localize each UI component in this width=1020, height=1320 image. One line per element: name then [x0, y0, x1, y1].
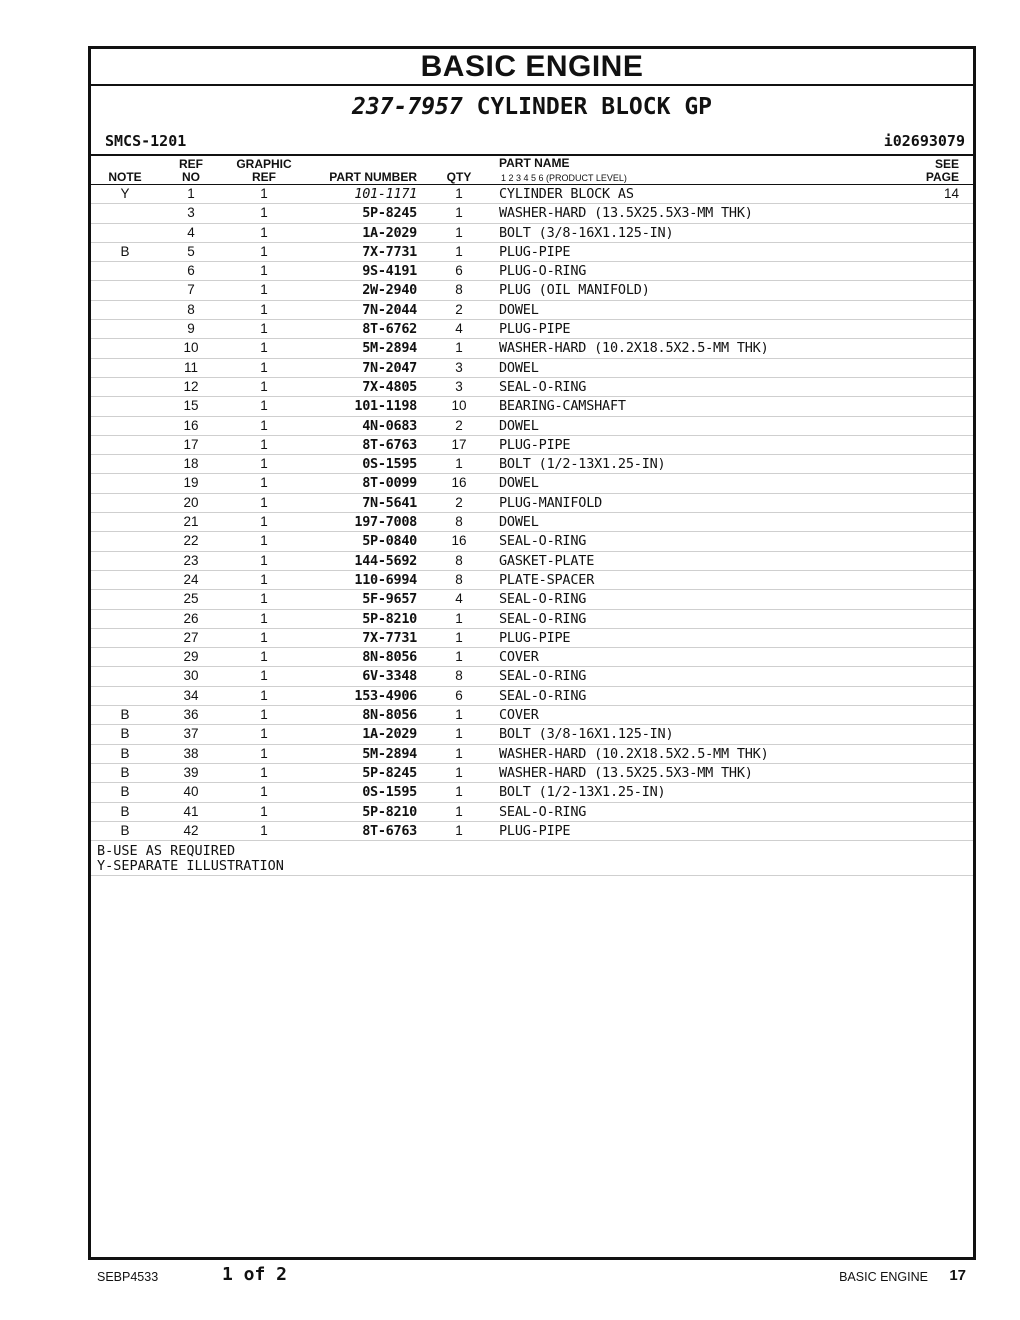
column-header — [91, 156, 973, 185]
ref-no-cell: 4 — [187, 224, 195, 240]
qty-cell: 1 — [455, 822, 463, 838]
part-number-cell: 5P-0840 — [362, 533, 417, 550]
col-graphic-bottom: REF — [252, 170, 276, 184]
part-name-cell: SEAL-O-RING — [499, 668, 587, 685]
table-row — [91, 185, 973, 204]
qty-cell: 1 — [455, 243, 463, 259]
ref-no-cell: 27 — [183, 629, 199, 645]
page-footer — [0, 1262, 1020, 1292]
table-row — [91, 417, 973, 436]
part-number-cell: 8N-8056 — [362, 707, 417, 724]
table-row — [91, 764, 973, 783]
graphic-ref-cell: 1 — [260, 707, 268, 723]
section-title: BASIC ENGINE — [91, 49, 973, 86]
table-row — [91, 629, 973, 648]
part-name-cell: PLUG-PIPE — [499, 436, 571, 453]
ref-no-cell: 23 — [183, 552, 199, 568]
part-name-cell: SEAL-O-RING — [499, 803, 587, 820]
col-product-level: 1 2 3 4 5 6 (PRODUCT LEVEL) — [501, 173, 627, 183]
part-name-cell: PLUG-PIPE — [499, 629, 571, 646]
table-row — [91, 204, 973, 223]
part-name-cell: BEARING-CAMSHAFT — [499, 398, 626, 415]
part-name-cell: COVER — [499, 649, 539, 666]
qty-cell: 1 — [455, 707, 463, 723]
group-name: CYLINDER BLOCK GP — [476, 94, 713, 120]
parts-table-body — [91, 185, 973, 841]
graphic-ref-cell: 1 — [260, 378, 268, 394]
part-number-cell: 2W-2940 — [362, 282, 417, 299]
part-number-cell: 8T-6762 — [362, 321, 417, 338]
col-note: NOTE — [108, 170, 142, 184]
ref-no-cell: 21 — [183, 514, 199, 530]
ref-no-cell: 34 — [183, 687, 199, 703]
note-cell: B — [120, 764, 130, 780]
table-row — [91, 359, 973, 378]
graphic-ref-cell: 1 — [260, 243, 268, 259]
table-row — [91, 378, 973, 397]
part-name-cell: BOLT (1/2-13X1.25-IN) — [499, 784, 666, 801]
part-number-cell: 1A-2029 — [362, 224, 417, 241]
part-number-cell: 101-1171 — [354, 186, 417, 202]
note-line: Y-SEPARATE ILLUSTRATION — [97, 858, 284, 875]
note-cell: B — [120, 745, 130, 761]
ref-no-cell: 37 — [183, 726, 199, 742]
ref-no-cell: 18 — [183, 456, 199, 472]
qty-cell: 6 — [455, 263, 463, 279]
part-number-cell: 5M-2894 — [362, 745, 417, 762]
qty-cell: 2 — [455, 417, 463, 433]
note-cell: B — [120, 803, 130, 819]
ref-no-cell: 7 — [187, 282, 195, 298]
smcs-code: SMCS-1201 — [105, 132, 187, 150]
ref-no-cell: 26 — [183, 610, 199, 626]
part-number-cell: 153-4906 — [354, 687, 417, 704]
graphic-ref-cell: 1 — [260, 417, 268, 433]
col-ref-bottom: NO — [182, 170, 200, 184]
part-name-cell: PLATE-SPACER — [499, 571, 595, 588]
ref-no-cell: 5 — [187, 243, 195, 259]
table-row — [91, 320, 973, 339]
part-number-cell: 5P-8245 — [362, 205, 417, 222]
graphic-ref-cell: 1 — [260, 764, 268, 780]
graphic-ref-cell: 1 — [260, 784, 268, 800]
graphic-ref-cell: 1 — [260, 205, 268, 221]
part-number-cell: 8T-0099 — [362, 475, 417, 492]
part-name-cell: WASHER-HARD (13.5X25.5X3-MM THK) — [499, 205, 753, 222]
part-name-cell: DOWEL — [499, 417, 539, 434]
qty-cell: 16 — [451, 533, 467, 549]
ref-no-cell: 24 — [183, 571, 199, 587]
part-number-cell: 7N-2044 — [362, 301, 417, 318]
graphic-ref-cell: 1 — [260, 398, 268, 414]
see-page-cell: 14 — [943, 186, 959, 201]
part-name-cell: PLUG-PIPE — [499, 243, 571, 260]
graphic-ref-cell: 1 — [260, 726, 268, 742]
ref-no-cell: 3 — [187, 205, 195, 221]
graphic-ref-cell: 1 — [260, 282, 268, 298]
part-name-cell: SEAL-O-RING — [499, 533, 587, 550]
table-row — [91, 610, 973, 629]
table-row — [91, 648, 973, 667]
part-number-cell: 7N-2047 — [362, 359, 417, 376]
table-row — [91, 783, 973, 802]
part-name-cell: PLUG-O-RING — [499, 263, 587, 280]
graphic-ref-cell: 1 — [260, 514, 268, 530]
qty-cell: 1 — [455, 186, 463, 201]
part-name-cell: CYLINDER BLOCK AS — [499, 186, 634, 202]
part-number-cell: 0S-1595 — [362, 456, 417, 473]
qty-cell: 1 — [455, 745, 463, 761]
table-row — [91, 706, 973, 725]
graphic-ref-cell: 1 — [260, 456, 268, 472]
part-name-cell: PLUG (OIL MANIFOLD) — [499, 282, 650, 299]
note-cell: Y — [120, 186, 130, 201]
qty-cell: 8 — [455, 552, 463, 568]
ref-no-cell: 16 — [183, 417, 199, 433]
part-number-cell: 0S-1595 — [362, 784, 417, 801]
qty-cell: 1 — [455, 726, 463, 742]
qty-cell: 1 — [455, 205, 463, 221]
part-name-cell: GASKET-PLATE — [499, 552, 595, 569]
graphic-ref-cell: 1 — [260, 629, 268, 645]
part-number-cell: 4N-0683 — [362, 417, 417, 434]
qty-cell: 1 — [455, 784, 463, 800]
part-number-cell: 110-6994 — [354, 571, 417, 588]
qty-cell: 4 — [455, 321, 463, 337]
part-number-cell: 7N-5641 — [362, 494, 417, 511]
part-number-cell: 5P-8210 — [362, 610, 417, 627]
graphic-ref-cell: 1 — [260, 186, 268, 201]
smcs-row — [91, 126, 973, 156]
part-name-cell: SEAL-O-RING — [499, 591, 587, 608]
graphic-ref-cell: 1 — [260, 668, 268, 684]
qty-cell: 1 — [455, 610, 463, 626]
part-name-cell: WASHER-HARD (13.5X25.5X3-MM THK) — [499, 764, 753, 781]
col-ref-top: REF — [179, 157, 203, 171]
table-row — [91, 474, 973, 493]
page-of-indicator: 1 of 2 — [222, 1264, 288, 1285]
part-name-cell: PLUG-PIPE — [499, 321, 571, 338]
table-row — [91, 301, 973, 320]
part-name-cell: SEAL-O-RING — [499, 687, 587, 704]
part-name-cell: DOWEL — [499, 514, 539, 531]
ref-no-cell: 39 — [183, 764, 199, 780]
table-row — [91, 571, 973, 590]
part-number-cell: 7X-7731 — [362, 243, 417, 260]
part-name-cell: COVER — [499, 707, 539, 724]
part-number-cell: 7X-7731 — [362, 629, 417, 646]
qty-cell: 16 — [451, 475, 467, 491]
footer-section-name: BASIC ENGINE — [839, 1270, 928, 1284]
page-number: 17 — [949, 1267, 966, 1284]
table-row — [91, 494, 973, 513]
part-name-cell: DOWEL — [499, 475, 539, 492]
table-row — [91, 513, 973, 532]
qty-cell: 6 — [455, 687, 463, 703]
notes-block — [91, 841, 973, 876]
qty-cell: 3 — [455, 378, 463, 394]
part-number-cell: 197-7008 — [354, 514, 417, 531]
qty-cell: 4 — [455, 591, 463, 607]
ref-no-cell: 17 — [183, 436, 199, 452]
table-row — [91, 281, 973, 300]
col-see-top: SEE — [934, 157, 959, 171]
col-qty: QTY — [446, 170, 472, 184]
graphic-ref-cell: 1 — [260, 687, 268, 703]
part-name-cell: WASHER-HARD (10.2X18.5X2.5-MM THK) — [499, 745, 769, 762]
table-row — [91, 224, 973, 243]
table-row — [91, 532, 973, 551]
table-row — [91, 687, 973, 706]
part-number-cell: 144-5692 — [354, 552, 417, 569]
qty-cell: 1 — [455, 224, 463, 240]
ref-no-cell: 22 — [183, 533, 199, 549]
qty-cell: 8 — [455, 668, 463, 684]
graphic-ref-cell: 1 — [260, 340, 268, 356]
part-number-cell: 5M-2894 — [362, 340, 417, 357]
qty-cell: 2 — [455, 301, 463, 317]
ref-no-cell: 29 — [183, 649, 199, 665]
table-row — [91, 436, 973, 455]
part-number-cell: 7X-4805 — [362, 378, 417, 395]
part-number-cell: 1A-2029 — [362, 726, 417, 743]
graphic-ref-cell: 1 — [260, 301, 268, 317]
col-part-name: PART NAME — [499, 156, 570, 170]
part-number-cell: 6V-3348 — [362, 668, 417, 685]
table-row — [91, 667, 973, 686]
ref-no-cell: 9 — [187, 321, 195, 337]
ref-no-cell: 10 — [183, 340, 199, 356]
ref-no-cell: 15 — [183, 398, 199, 414]
graphic-ref-cell: 1 — [260, 803, 268, 819]
parts-list-frame — [88, 46, 976, 1260]
graphic-ref-cell: 1 — [260, 649, 268, 665]
note-line: B-USE AS REQUIRED — [97, 843, 236, 860]
part-name-cell: DOWEL — [499, 301, 539, 318]
part-number-cell: 5P-8210 — [362, 803, 417, 820]
part-name-cell: BOLT (1/2-13X1.25-IN) — [499, 456, 666, 473]
ref-no-cell: 8 — [187, 301, 195, 317]
part-name-cell: WASHER-HARD (10.2X18.5X2.5-MM THK) — [499, 340, 769, 357]
note-cell: B — [120, 707, 130, 723]
ref-no-cell: 36 — [183, 707, 199, 723]
qty-cell: 8 — [455, 282, 463, 298]
ref-no-cell: 6 — [187, 263, 195, 279]
graphic-ref-cell: 1 — [260, 533, 268, 549]
ref-no-cell: 12 — [183, 378, 199, 394]
ref-no-cell: 42 — [183, 822, 199, 838]
part-name-cell: SEAL-O-RING — [499, 378, 587, 395]
ref-no-cell: 30 — [183, 668, 199, 684]
graphic-ref-cell: 1 — [260, 224, 268, 240]
graphic-ref-cell: 1 — [260, 822, 268, 838]
qty-cell: 1 — [455, 629, 463, 645]
qty-cell: 1 — [455, 649, 463, 665]
part-number-cell: 5F-9657 — [362, 591, 417, 608]
part-name-cell: PLUG-PIPE — [499, 822, 571, 839]
ref-no-cell: 11 — [183, 359, 198, 375]
qty-cell: 10 — [451, 398, 467, 414]
ref-no-cell: 40 — [183, 784, 199, 800]
col-graphic-top: GRAPHIC — [236, 157, 292, 171]
table-row — [91, 243, 973, 262]
qty-cell: 17 — [451, 436, 467, 452]
table-row — [91, 339, 973, 358]
table-row — [91, 552, 973, 571]
ref-no-cell: 20 — [183, 494, 199, 510]
ref-no-cell: 1 — [187, 186, 195, 201]
table-row — [91, 803, 973, 822]
ref-no-cell: 38 — [183, 745, 199, 761]
part-number-cell: 9S-4191 — [362, 263, 417, 280]
table-row — [91, 745, 973, 764]
table-row — [91, 262, 973, 281]
qty-cell: 1 — [455, 803, 463, 819]
graphic-ref-cell: 1 — [260, 321, 268, 337]
qty-cell: 1 — [455, 456, 463, 472]
graphic-ref-cell: 1 — [260, 591, 268, 607]
qty-cell: 8 — [455, 514, 463, 530]
illustration-id: i02693079 — [883, 132, 965, 150]
note-cell: B — [120, 822, 130, 838]
qty-cell: 2 — [455, 494, 463, 510]
qty-cell: 1 — [455, 340, 463, 356]
part-name-cell: DOWEL — [499, 359, 539, 376]
qty-cell: 8 — [455, 571, 463, 587]
part-number-cell: 5P-8245 — [362, 764, 417, 781]
col-part-number: PART NUMBER — [329, 170, 417, 184]
part-name-cell: PLUG-MANIFOLD — [499, 494, 603, 511]
ref-no-cell: 25 — [183, 591, 199, 607]
document-number: SEBP4533 — [97, 1270, 159, 1284]
graphic-ref-cell: 1 — [260, 475, 268, 491]
graphic-ref-cell: 1 — [260, 436, 268, 452]
graphic-ref-cell: 1 — [260, 494, 268, 510]
part-number-cell: 8T-6763 — [362, 436, 417, 453]
part-name-cell: BOLT (3/8-16X1.125-IN) — [499, 726, 674, 743]
graphic-ref-cell: 1 — [260, 745, 268, 761]
group-title — [91, 86, 973, 126]
note-cell: B — [120, 784, 130, 800]
table-row — [91, 590, 973, 609]
graphic-ref-cell: 1 — [260, 263, 268, 279]
graphic-ref-cell: 1 — [260, 359, 268, 375]
graphic-ref-cell: 1 — [260, 571, 268, 587]
table-row — [91, 455, 973, 474]
part-number-cell: 101-1198 — [354, 398, 417, 415]
ref-no-cell: 19 — [183, 475, 199, 491]
part-name-cell: SEAL-O-RING — [499, 610, 587, 627]
part-name-cell: BOLT (3/8-16X1.125-IN) — [499, 224, 674, 241]
table-row — [91, 822, 973, 841]
qty-cell: 3 — [455, 359, 463, 375]
note-cell: B — [120, 726, 130, 742]
part-number-cell: 8T-6763 — [362, 822, 417, 839]
graphic-ref-cell: 1 — [260, 610, 268, 626]
table-row — [91, 725, 973, 744]
table-row — [91, 397, 973, 416]
qty-cell: 1 — [455, 764, 463, 780]
graphic-ref-cell: 1 — [260, 552, 268, 568]
ref-no-cell: 41 — [183, 803, 199, 819]
note-cell: B — [120, 243, 130, 259]
group-part-number: 237-7957 — [351, 94, 463, 120]
part-number-cell: 8N-8056 — [362, 649, 417, 666]
col-see-bottom: PAGE — [925, 170, 959, 184]
